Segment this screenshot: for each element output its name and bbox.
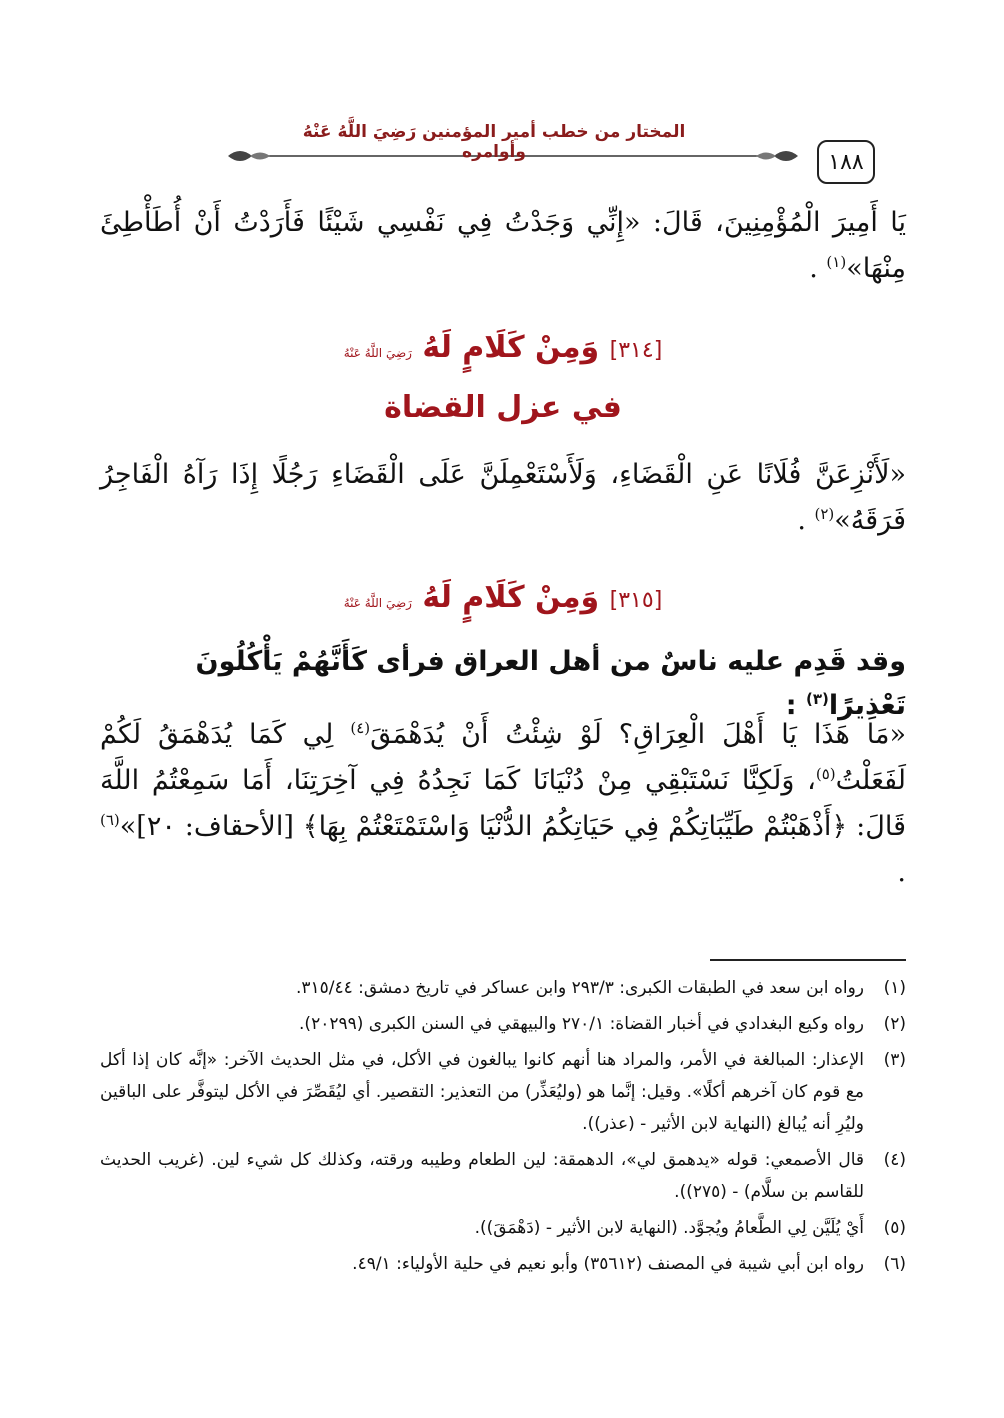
footnote-number: (٣) xyxy=(883,1050,906,1070)
running-title: المختار من خطب أمير المؤمنين رَضِيَ اللَّهُ عَنْهُ وأوامره xyxy=(302,122,686,162)
footnote-5 xyxy=(100,1212,906,1244)
intro-315-end: : xyxy=(785,690,797,721)
footnote-divider xyxy=(710,959,906,961)
section-quote-314 xyxy=(100,452,906,544)
section-number-315: [٣١٥] xyxy=(609,588,663,613)
footnotes xyxy=(100,972,906,1284)
footnote-text: أَيْ يُلَيَّن لِي الطَّعامُ ويُجوَّد. (النهاية لابن الأثير - (دَهْمَقَ)). xyxy=(474,1218,864,1238)
section-subtitle-314: في عزل القضاة xyxy=(384,390,622,425)
footnote-ref-6: (٦) xyxy=(100,811,120,829)
intro-315-text: وقد قَدِم عليه ناسٌ من أهل العراق فرأى كَأَنَّهُمْ يَأْكُلُونَ تَعْذِيرًا xyxy=(195,646,906,721)
footnote-3 xyxy=(100,1044,906,1140)
section-number-314: [٣١٤] xyxy=(609,338,663,363)
quote-315-part2: لِي كَمَا يُدَهْمَقُ لَكُمْ لَفَعَلْتُ xyxy=(100,719,906,796)
footnote-2 xyxy=(100,1008,906,1040)
quote-315-part1: «مَا هَذَا يَا أَهْلَ الْعِرَاقِ؟ لَوْ شِئْتُ أَنْ يُدَهْمَقَ xyxy=(370,719,906,750)
section-title-314: وَمِنْ كَلَامٍ لَهُ xyxy=(422,330,600,365)
section-title-315: وَمِنْ كَلَامٍ لَهُ xyxy=(422,580,600,615)
footnote-text: رواه ابن أبي شيبة في المصنف (٣٥٦١٢) وأبو نعيم في حلية الأولياء: ٤٩/١. xyxy=(352,1254,864,1274)
footnote-text: رواه وكيع البغدادي في أخبار القضاة: ٢٧٠/١ والبيهقي في السنن الكبرى (٢٠٢٩٩). xyxy=(299,1014,864,1034)
footnote-number: (٦) xyxy=(883,1254,906,1274)
footnote-ref-1: (١) xyxy=(826,253,847,271)
quote-314-text: «لَأَنْزِعَنَّ فُلَانًا عَنِ الْقَضَاءِ، وَلَأَسْتَعْمِلَنَّ عَلَى الْقَضَاءِ رَجُلًا إِذَا رَآهُ الْفَاجِرُ فَرَقَهُ» xyxy=(100,459,906,536)
section-quote-315 xyxy=(100,712,906,896)
footnote-1 xyxy=(100,972,906,1004)
section-honorific-315: رَضِيَ اللَّهُ عَنْهُ xyxy=(343,596,412,610)
footnote-number: (٥) xyxy=(883,1218,906,1238)
section-heading-314 xyxy=(100,330,906,365)
continuation-end: . xyxy=(809,253,818,284)
quote-315-part3: ، وَلَكِنَّا نَسْتَبْقِي مِنْ دُنْيَانَا كَمَا نَجِدُهُ فِي آخِرَتِنَا، أَمَا سَمِعْتُمُ اللَّهَ قَالَ: ﴿أَذْهَبْتُمْ طَيِّبَاتِكُمْ فِي حَيَاتِكُمُ الدُّنْيَا وَاسْتَمْتَعْتُمْ بِهَا﴾ [الأحقاف: ٢٠]» xyxy=(100,765,906,842)
footnote-ref-5: (٥) xyxy=(815,765,836,783)
section-honorific-314: رَضِيَ اللَّهُ عَنْهُ xyxy=(343,346,412,360)
quote-314-end: . xyxy=(797,505,806,536)
footnote-ref-3: (٣) xyxy=(805,690,829,708)
footnote-number: (١) xyxy=(883,978,906,998)
footnote-6 xyxy=(100,1248,906,1280)
footnote-number: (٤) xyxy=(883,1150,906,1170)
footnote-text: رواه ابن سعد في الطبقات الكبرى: ٢٩٣/٣ وابن عساكر في تاريخ دمشق: ٣١٥/٤٤. xyxy=(295,978,864,998)
footnote-number: (٢) xyxy=(883,1014,906,1034)
footnote-4 xyxy=(100,1144,906,1208)
footnote-text: الإعذار: المبالغة في الأمر، والمراد هنا أنهم كانوا يبالغون في الأكل، في مثل الحديث الآخر: «إنَّه كان إذا أكل مع قوم كان آخرهم أكلًا». وقيل: إنَّما هو (وليُعَذِّر) من التعذير: التقصير. أي ليُقَصِّرَ في الأكل ليتوفَّر على الباقين وليُرِ أنه يُبالغ (النهاية لابن الأثير - (عذر)). xyxy=(100,1050,864,1134)
footnote-text: قال الأصمعي: قوله «يدهمق لي»، الدهمقة: لين الطعام وطيبه ورقته، وكذلك كل شيء لين. (غريب الحديث للقاسم بن سلَّام) - (٢٧٥)). xyxy=(100,1150,864,1202)
footnote-ref-2: (٢) xyxy=(814,505,835,523)
section-heading-315 xyxy=(100,580,906,615)
continuation-text: يَا أَمِيرَ الْمُؤْمِنِينَ، قَالَ: «إِنِّي وَجَدْتُ فِي نَفْسِي شَيْئًا فَأَرَدْتُ أَنْ أُطَأْطِئَ مِنْهَا» xyxy=(100,207,906,284)
quote-315-end: . xyxy=(897,857,906,888)
footnote-ref-4: (٤) xyxy=(350,719,371,737)
page-number: ١٨٨ xyxy=(817,140,875,184)
continuation-paragraph xyxy=(100,200,906,292)
